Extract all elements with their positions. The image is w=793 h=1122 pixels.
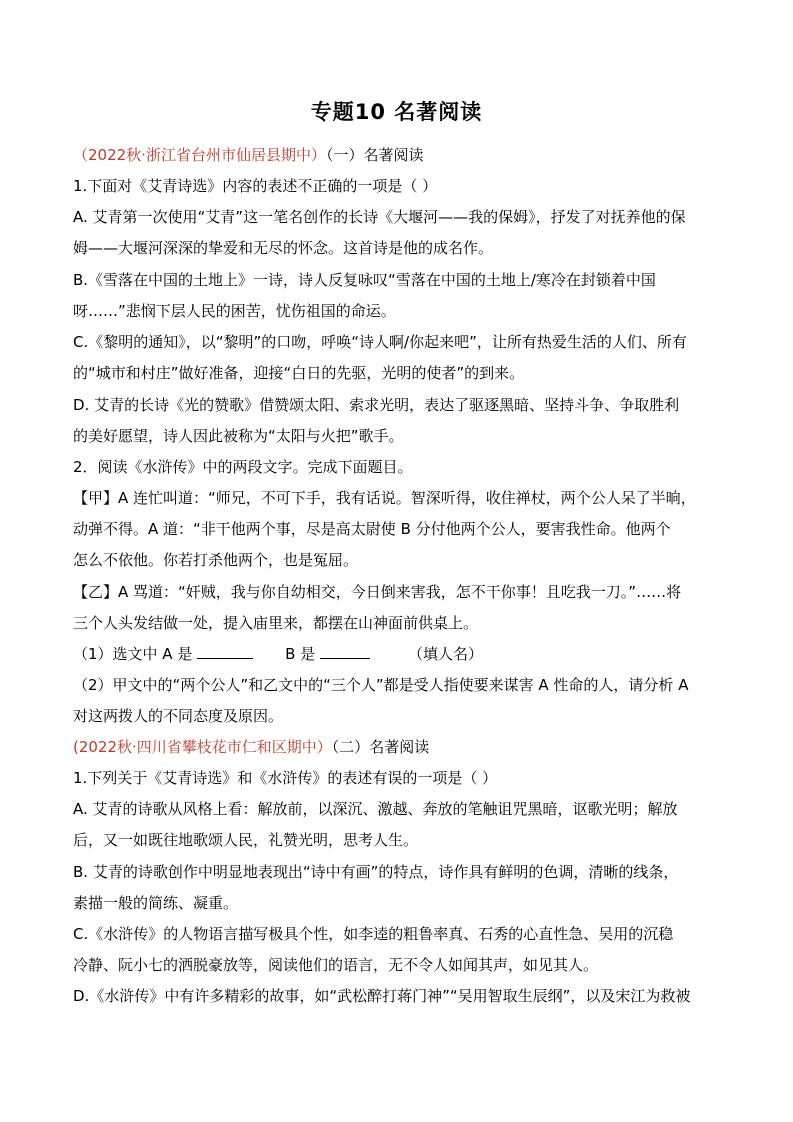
- passage-jia-cont: 怎么不依他。你若打杀他两个，也是冤屈。: [73, 551, 359, 569]
- option-c: C.《黎明的通知》，以“黎明”的口吻，呼唤“诗人啊/你起来吧”，让所有热爱生活的人们、所有: [73, 333, 687, 351]
- sub-question-2-cont: 对这两拨人的不同态度及原因。: [73, 707, 284, 725]
- option-a-cont: 姆——大堰河深深的挚爱和无尽的怀念。这首诗是他的成名作。: [73, 239, 494, 257]
- option-a: A. 艾青第一次使用“艾青”这一笔名创作的长诗《大堰河——我的保姆》，抒发了对抚养他的保: [73, 208, 686, 226]
- section2-heading: （二）名著阅读: [331, 738, 430, 756]
- option-d-cont: 的美好愿望，诗人因此被称为“太阳与火把”歌手。: [73, 427, 404, 445]
- answer-blank-b[interactable]: [320, 644, 370, 659]
- question-stem: 2．阅读《水浒传》中的两段文字。完成下面题目。: [73, 458, 413, 476]
- option-b-cont: 素描一般的简练、凝重。: [73, 894, 239, 912]
- passage-yi: 【乙】A 骂道：“奸贼，我与你自幼相交，今日倒来害我，怎不干你事！且吃我一刀。”……将: [73, 583, 682, 601]
- option-d: D.《水浒传》中有许多精彩的故事，如“武松醉打蒋门神”“吴用智取生辰纲”，以及宋江为救被: [73, 987, 691, 1005]
- sub-question-2: （2）甲文中的“两个公人”和乙文中的“三个人”都是受人指使要来谋害 A 性命的人，请分析 A: [73, 676, 689, 694]
- passage-jia: 【甲】A 连忙叫道：“师兄，不可下手，我有话说。智深听得，收住禅杖，两个公人呆了半晌，: [73, 489, 696, 507]
- section1-heading: （一）名著阅读: [325, 146, 424, 164]
- passage-yi-cont: 三个人头发结做一处，提入庙里来，都摆在山神面前供桌上。: [73, 614, 479, 632]
- section2-header: [73, 737, 733, 757]
- option-c-cont: 冷静、阮小七的洒脱豪放等，阅读他们的语言，无不令人如闻其声，如见其人。: [73, 956, 599, 974]
- option-c-cont: 的“城市和村庄”做好准备，迎接“白日的先驱，光明的使者”的到来。: [73, 364, 525, 382]
- question-stem: 1.下列关于《艾青诗选》和《水浒传》的表述有误的一项是（ ）: [73, 769, 498, 787]
- option-b: B.《雪落在中国的土地上》一诗，诗人反复咏叹“雪落在中国的土地上/寒冷在封锁着中国: [73, 271, 656, 289]
- sub-question-1-b-label: B 是: [285, 645, 316, 663]
- page-title: 专题10 名著阅读: [310, 100, 483, 124]
- section2-source: (2022秋·四川省攀枝花市仁和区期中）: [73, 738, 332, 756]
- option-b: B. 艾青的诗歌创作中明显地表现出“诗中有画”的特点，诗作具有鲜明的色调，清晰的线条，: [73, 863, 679, 881]
- sub-question-1-a-label: （1）选文中 A 是: [73, 645, 193, 663]
- option-c: C.《水浒传》的人物语言描写极具个性，如李逵的粗鲁率真、石秀的心直性急、吴用的沉稳: [73, 925, 674, 943]
- passage-jia-cont: 动弹不得。A 道：“非干他两个事，尽是高太尉使 B 分付他两个公人，要害我性命。他两个: [73, 520, 671, 538]
- option-d: D. 艾青的长诗《光的赞歌》借赞颂太阳、索求光明，表达了驱逐黑暗、坚持斗争、争取胜利: [73, 396, 680, 414]
- question-stem: 1.下面对《艾青诗选》内容的表述不正确的一项是（ ）: [73, 177, 438, 195]
- option-a-cont: 后，又一如既往地歌颂人民，礼赞光明，思考人生。: [73, 831, 419, 849]
- sub-question-1-hint: （填人名）: [407, 645, 483, 663]
- answer-blank-a[interactable]: [197, 644, 253, 659]
- section1-header: [73, 145, 733, 165]
- section1-source: （2022秋·浙江省台州市仙居县期中）: [73, 146, 326, 164]
- sub-question-1: [73, 644, 733, 664]
- option-b-cont: 呀……”悲悯下层人民的困苦，忧伤祖国的命运。: [73, 302, 396, 320]
- option-a: A. 艾青的诗歌从风格上看：解放前，以深沉、激越、奔放的笔触诅咒黑暗，讴歌光明；解放: [73, 800, 678, 818]
